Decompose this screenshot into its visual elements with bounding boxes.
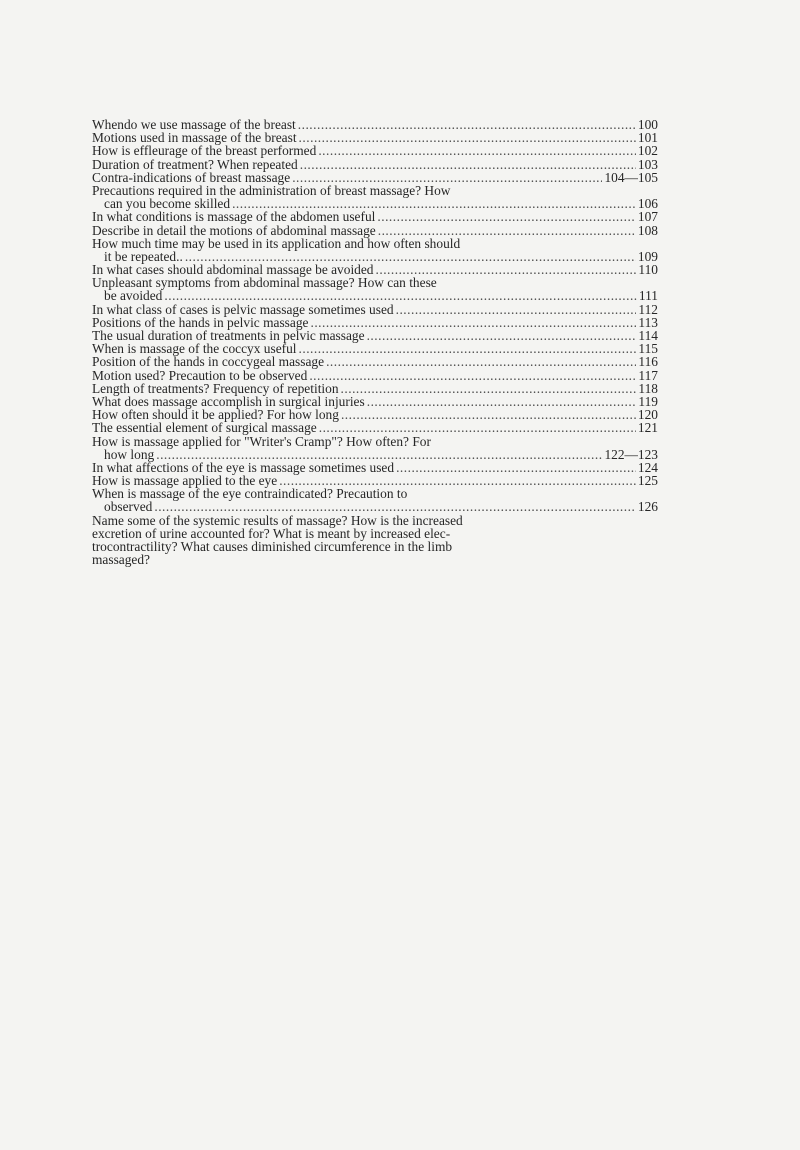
closing-question-line: massaged? <box>92 552 151 568</box>
toc-entry-text: Duration of treatment? When repeated <box>92 156 298 172</box>
dot-leader <box>309 369 636 382</box>
toc-entry-line <box>92 171 658 184</box>
toc-entry-line <box>92 382 658 395</box>
dot-leader <box>292 171 602 184</box>
toc-entry-text: The usual duration of treatments in pelvic massage <box>92 328 365 343</box>
toc-page-number: 113 <box>638 314 658 330</box>
toc-entry-text: When is massage of the coccyx useful <box>92 341 297 357</box>
closing-question-line: excretion of urine accounted for? What is meant by increased elec- <box>92 525 451 541</box>
dot-leader <box>299 342 637 355</box>
toc-page-number: 111 <box>638 288 658 304</box>
toc-entry-text: Contra-indications of breast massage <box>92 169 291 185</box>
toc-entry-lead: Unpleasant symptoms from abdominal massage? How can these <box>92 275 437 291</box>
dot-leader <box>326 355 636 368</box>
dot-leader <box>319 421 636 434</box>
toc-page-number: 110 <box>638 262 658 278</box>
toc-entry-text: What does massage accomplish in surgical injuries <box>92 393 365 409</box>
toc-entry-text: How often should it be applied? For how long <box>92 407 339 423</box>
toc-entry-text: Describe in detail the motions of abdominal massage <box>92 222 376 238</box>
toc-entry-line <box>92 448 658 461</box>
toc-entry-text: In what conditions is massage of the abdomen useful <box>92 209 376 225</box>
closing-question-line: trocontractility? What causes diminished circumference in the limb <box>92 539 453 554</box>
toc-entry <box>92 355 658 368</box>
toc-entry-text: In what class of cases is pelvic massage sometimes used <box>92 301 394 317</box>
toc-page-number: 107 <box>637 209 658 225</box>
closing-questions <box>92 514 658 567</box>
dot-leader <box>154 500 636 513</box>
toc-entry-text: The essential element of surgical massage <box>92 420 317 436</box>
dot-leader <box>396 461 636 474</box>
toc-page-number: 121 <box>637 420 658 436</box>
dot-leader <box>377 210 636 223</box>
toc-page-number: 100 <box>637 117 658 132</box>
dot-leader <box>300 158 636 171</box>
toc-entry <box>92 487 658 513</box>
toc-page-number: 102 <box>637 143 658 159</box>
closing-question-line: Name some of the systemic results of massage? How is the increased <box>92 512 463 528</box>
toc-page-number: 118 <box>638 380 658 396</box>
toc-entry-text: Whendo we use massage of the breast <box>92 117 296 132</box>
toc-entry <box>92 210 658 223</box>
dot-leader <box>367 329 637 342</box>
toc-entry-text: how long <box>104 446 155 462</box>
toc-entry-lead: Precautions required in the administration of breast massage? How <box>92 182 451 198</box>
toc-entry-text: Motion used? Precaution to be observed <box>92 367 308 383</box>
toc-page-number: 116 <box>638 354 658 370</box>
toc-entry <box>92 171 658 184</box>
toc-entry <box>92 237 658 263</box>
toc-entry-line <box>92 421 658 434</box>
dot-leader <box>299 131 636 144</box>
dot-leader <box>298 118 636 131</box>
toc-entry-text: observed <box>104 499 153 515</box>
toc-entry-line <box>92 289 658 302</box>
dot-leader <box>396 303 637 316</box>
toc-entry-line <box>92 369 658 382</box>
toc-entry-line <box>92 500 658 513</box>
toc-entry-line <box>92 303 658 316</box>
dot-leader <box>164 289 637 302</box>
toc-entry-text: How is effleurage of the breast performed <box>92 143 317 159</box>
toc-page-number: 114 <box>638 328 658 343</box>
toc-entry-text: Position of the hands in coccygeal massage <box>92 354 325 370</box>
toc-page-number: 117 <box>638 367 658 383</box>
toc-entry-line <box>92 224 658 237</box>
toc-page-number: 124 <box>637 459 658 475</box>
toc-page-number: 104—105 <box>604 169 658 185</box>
toc-entry-line <box>92 355 658 368</box>
toc-entry-line <box>92 210 658 223</box>
dot-leader <box>156 448 602 461</box>
toc-entry-text: Positions of the hands in pelvic massage <box>92 314 309 330</box>
toc-page-number: 125 <box>637 473 658 489</box>
toc-entry-line <box>92 144 658 157</box>
toc-entry-text: Motions used in massage of the breast <box>92 130 297 146</box>
toc-entry <box>92 276 658 302</box>
toc-entry <box>92 144 658 157</box>
toc-entry <box>92 421 658 434</box>
toc-page-number: 120 <box>637 407 658 423</box>
toc-page-number: 103 <box>637 156 658 172</box>
toc-entry <box>92 184 658 210</box>
toc-entry <box>92 435 658 461</box>
toc-page-number: 106 <box>637 196 658 212</box>
toc-entry <box>92 303 658 316</box>
toc-entry-lead: When is massage of the eye contraindicated? Precaution to <box>92 486 408 502</box>
toc-entry-text: In what cases should abdominal massage be avoided <box>92 262 374 278</box>
toc-entry-text: How is massage applied to the eye <box>92 473 278 489</box>
dot-leader <box>341 382 637 395</box>
toc-entry-lead: How is massage applied for "Writer's Cramp"? How often? For <box>92 433 431 449</box>
toc-entry-text: can you become skilled <box>104 196 231 212</box>
toc-entry-text: be avoided <box>104 288 163 304</box>
dot-leader <box>378 224 636 237</box>
toc-page-number: 122—123 <box>604 446 658 462</box>
toc-entry-text: Length of treatments? Frequency of repetition <box>92 380 339 396</box>
toc-entry-text: it be repeated.. <box>104 248 183 264</box>
dot-leader <box>367 395 637 408</box>
toc-page-number: 109 <box>637 248 658 264</box>
table-of-contents <box>92 118 658 566</box>
toc-entry <box>92 369 658 382</box>
toc-entry <box>92 382 658 395</box>
toc-page-number: 115 <box>638 341 658 357</box>
toc-page-number: 126 <box>637 499 658 515</box>
dot-leader <box>318 144 636 157</box>
toc-entry <box>92 158 658 171</box>
toc-entry-text: In what affections of the eye is massage sometimes used <box>92 459 395 475</box>
dot-leader <box>341 408 636 421</box>
toc-page-number: 101 <box>637 130 658 146</box>
toc-entry <box>92 224 658 237</box>
toc-entry-lead: How much time may be used in its application and how often should <box>92 235 461 251</box>
toc-entry-line <box>92 158 658 171</box>
toc-page-number: 108 <box>637 222 658 238</box>
toc-page-number: 112 <box>638 301 658 317</box>
toc-page-number: 119 <box>638 393 658 409</box>
